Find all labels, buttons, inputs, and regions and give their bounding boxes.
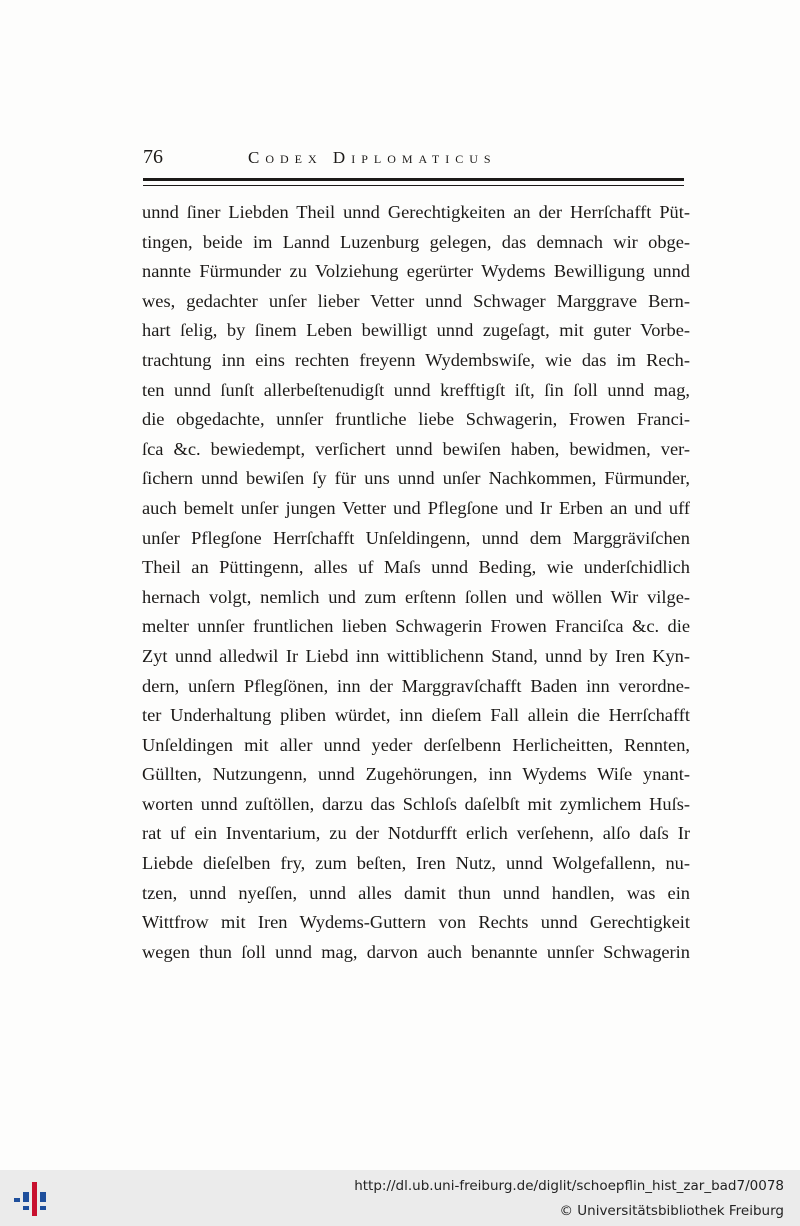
text-line: nannte Fürmunder zu Volziehung egerürter Wydems Bewilligung unnd	[142, 261, 690, 282]
text-line: Unſeldingen mit aller unnd yeder derſelbenn Herlicheitten, Rennten,	[142, 734, 690, 755]
text-line: Zyt unnd alledwil Ir Liebd inn wittiblichenn Stand, unnd by Iren Kyn-	[142, 645, 690, 666]
text-line: unſer Pflegſone Herrſchafft Unſeldingenn, unnd dem Marggräviſchen	[142, 527, 690, 548]
text-line: Wittfrow mit Iren Wydems-Guttern von Rechts unnd Gerechtigkeit	[142, 912, 690, 933]
text-line: Güllten, Nutzungenn, unnd Zugehörungen, inn Wydems Wiſe ynant-	[142, 764, 690, 785]
text-line: ſichern unnd bewiſen ſy für uns unnd unſer Nachkommen, Fürmunder,	[142, 468, 690, 489]
page-number: 76	[143, 146, 163, 168]
header-rule-thick	[143, 178, 684, 181]
text-line: unnd ſiner Liebden Theil unnd Gerechtigkeiten an der Herrſchafft Püt-	[142, 202, 690, 222]
text-line: worten unnd zuſtöllen, darzu das Schloſs daſelbſt mit zymlichem Huſs-	[142, 793, 690, 814]
text-line: wegen thun ſoll unnd mag, darvon auch benannte unnſer Schwagerin	[142, 941, 690, 962]
text-line: Theil an Püttingenn, alles uf Maſs unnd Beding, wie underſchidlich	[142, 557, 690, 578]
ub-freiburg-logo-icon[interactable]	[12, 1178, 52, 1218]
copyright-notice: © Universitätsbibliothek Freiburg	[559, 1203, 784, 1219]
document-url-link[interactable]: http://dl.ub.uni-freiburg.de/diglit/schoepflin_hist_zar_bad7/0078	[354, 1178, 784, 1194]
text-line: wes, gedachter unſer lieber Vetter unnd Schwager Marggrave Bern-	[142, 290, 690, 311]
text-line: auch bemelt unſer jungen Vetter und Pflegſone und Ir Erben an und uff	[142, 497, 690, 518]
text-line: dern, unſern Pflegſönen, inn der Marggravſchafft Baden inn verordne-	[142, 675, 690, 696]
running-head	[143, 144, 688, 174]
text-line: ter Underhaltung pliben würdet, inn dieſem Fall allein die Herrſchafft	[142, 705, 690, 726]
text-line: hernach volgt, nemlich und zum erſtenn ſollen und wöllen Wir vilge-	[142, 586, 690, 607]
text-line: trachtung inn eins rechten freyenn Wydembswiſe, wie das im Rech-	[142, 349, 690, 370]
header-rule-thin	[143, 185, 684, 186]
text-line: tingen, beide im Lannd Luzenburg gelegen, das demnach wir obge-	[142, 231, 690, 252]
text-line: melter unnſer fruntlichen lieben Schwagerin Frowen Franciſca &c. die	[142, 616, 690, 637]
text-line: Liebde dieſelben fry, zum beſten, Iren Nutz, unnd Wolgefallenn, nu-	[142, 853, 690, 874]
text-line: rat uf ein Inventarium, zu der Notdurfft erlich verſehenn, alſo daſs Ir	[142, 823, 690, 844]
body-text	[142, 198, 690, 967]
running-title: Codex Diplomaticus	[248, 148, 497, 167]
text-line: die obgedachte, unnſer fruntliche liebe Schwagerin, Frowen Franci-	[142, 409, 690, 430]
text-line: hart ſelig, by ſinem Leben bewilligt unnd zugeſagt, mit guter Vorbe-	[142, 320, 690, 341]
viewer-footer	[0, 1170, 800, 1226]
text-line: tzen, unnd nyeſſen, unnd alles damit thun unnd handlen, was ein	[142, 882, 690, 903]
text-line: ſca &c. bewiedempt, verſichert unnd bewiſen haben, bewidmen, ver-	[142, 438, 690, 459]
text-line: ten unnd ſunſt allerbeſtenudigſt unnd krefftigſt iſt, ſin ſoll unnd mag,	[142, 379, 690, 400]
